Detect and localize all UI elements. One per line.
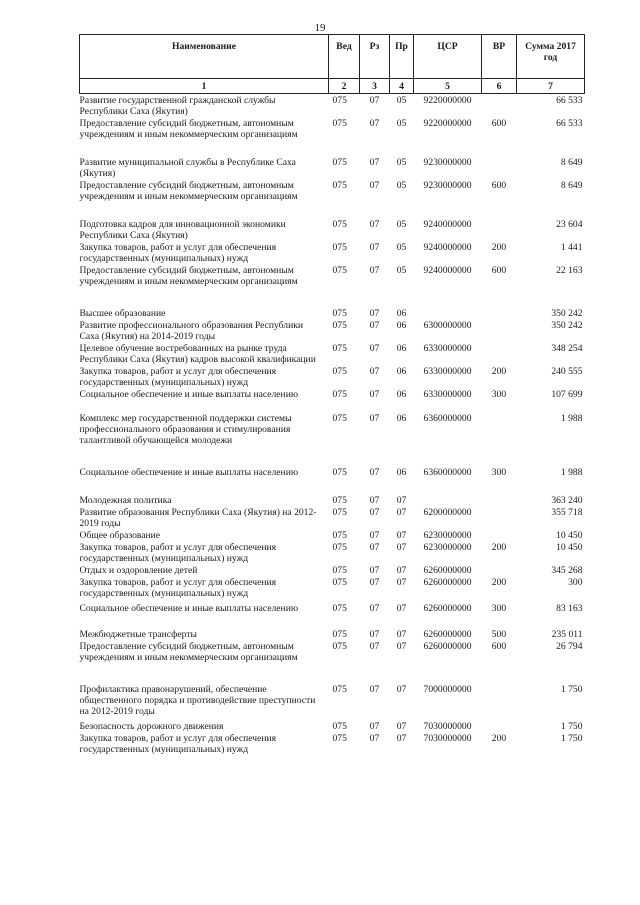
row-sum: 235 011 bbox=[551, 629, 583, 640]
row-sum: 1 988 bbox=[560, 413, 583, 424]
table-row bbox=[80, 365, 585, 388]
row-vr: 600 bbox=[491, 180, 507, 191]
row-ved: 075 bbox=[332, 308, 347, 319]
row-vr bbox=[482, 717, 517, 732]
row-pr: 07 bbox=[396, 733, 407, 744]
table-row bbox=[80, 179, 585, 202]
row-sum: 66 533 bbox=[556, 95, 583, 106]
row-vr: 300 bbox=[491, 603, 507, 614]
row-vr bbox=[482, 94, 517, 118]
row-pr: 07 bbox=[396, 721, 407, 732]
row-vr: 200 bbox=[491, 542, 507, 553]
row-sum: 66 533 bbox=[556, 118, 583, 129]
row-csr: 6360000000 bbox=[423, 413, 472, 424]
row-vr: 300 bbox=[491, 389, 507, 400]
row-ved: 075 bbox=[332, 389, 347, 400]
row-sum: 348 254 bbox=[551, 343, 583, 354]
row-name: Закупка товаров, работ и услуг для обеспечения государственных (муниципальных) нужд bbox=[79, 242, 277, 264]
row-vr bbox=[482, 529, 517, 541]
row-vr: 600 bbox=[491, 265, 507, 276]
row-csr: 9230000000 bbox=[423, 157, 472, 168]
row-rz: 07 bbox=[369, 366, 380, 377]
table-row bbox=[80, 732, 585, 755]
row-name: Социальное обеспечение и иные выплаты населению bbox=[79, 467, 298, 478]
row-rz: 07 bbox=[369, 343, 380, 354]
row-ved: 075 bbox=[332, 413, 347, 424]
column-number: 4 bbox=[390, 79, 414, 94]
budget-table bbox=[79, 34, 585, 755]
row-sum: 350 242 bbox=[551, 320, 583, 331]
table-row bbox=[80, 400, 585, 446]
row-sum: 26 794 bbox=[556, 641, 583, 652]
table-row bbox=[80, 140, 585, 179]
table-row bbox=[80, 287, 585, 319]
row-vr: 300 bbox=[491, 467, 507, 478]
row-rz: 07 bbox=[369, 180, 380, 191]
table-row bbox=[80, 599, 585, 614]
table-row bbox=[80, 202, 585, 241]
row-pr: 06 bbox=[396, 413, 407, 424]
row-ved: 075 bbox=[332, 577, 347, 588]
row-ved: 075 bbox=[332, 565, 347, 576]
row-rz: 07 bbox=[369, 565, 380, 576]
row-csr: 6360000000 bbox=[423, 467, 472, 478]
row-vr: 200 bbox=[491, 366, 507, 377]
row-ved: 075 bbox=[332, 95, 347, 106]
row-vr: 600 bbox=[491, 641, 507, 652]
row-vr bbox=[482, 506, 517, 529]
table-body bbox=[80, 94, 585, 756]
table-row bbox=[80, 717, 585, 732]
row-ved: 075 bbox=[332, 507, 347, 518]
row-rz: 07 bbox=[369, 118, 380, 129]
row-pr: 06 bbox=[396, 320, 407, 331]
row-name: Профилактика правонарушений, обеспечение общественного порядка и противодействие преступности на 2012-2019 годы bbox=[79, 684, 316, 717]
row-rz: 07 bbox=[369, 389, 380, 400]
row-csr: 9220000000 bbox=[423, 118, 472, 129]
row-csr: 9240000000 bbox=[423, 265, 472, 276]
row-ved: 075 bbox=[332, 467, 347, 478]
table-row bbox=[80, 117, 585, 140]
row-vr bbox=[482, 478, 517, 506]
row-name: Отдых и оздоровление детей bbox=[79, 565, 198, 576]
row-pr: 05 bbox=[396, 265, 407, 276]
table-row bbox=[80, 529, 585, 541]
row-sum: 8 649 bbox=[560, 180, 583, 191]
row-sum: 1 988 bbox=[560, 467, 583, 478]
table-row bbox=[80, 446, 585, 478]
row-pr: 05 bbox=[396, 219, 407, 230]
row-ved: 075 bbox=[332, 684, 347, 695]
row-pr: 06 bbox=[396, 366, 407, 377]
row-ved: 075 bbox=[332, 366, 347, 377]
row-csr bbox=[414, 287, 482, 319]
row-name: Развитие профессионального образования Республики Саха (Якутия) на 2014-2019 годы bbox=[79, 320, 304, 342]
row-ved: 075 bbox=[332, 530, 347, 541]
row-name: Подготовка кадров для инновационной экономики Республики Саха (Якутия) bbox=[79, 219, 286, 241]
row-pr: 07 bbox=[396, 684, 407, 695]
row-name: Закупка товаров, работ и услуг для обеспечения государственных (муниципальных) нужд bbox=[79, 366, 277, 388]
table-row bbox=[80, 264, 585, 287]
row-ved: 075 bbox=[332, 495, 347, 506]
row-sum: 355 718 bbox=[551, 507, 583, 518]
row-vr bbox=[482, 287, 517, 319]
table-row bbox=[80, 478, 585, 506]
row-name: Развитие образования Республики Саха (Якутия) на 2012-2019 годы bbox=[79, 507, 317, 529]
row-sum: 10 450 bbox=[556, 530, 583, 541]
row-name: Закупка товаров, работ и услуг для обеспечения государственных (муниципальных) нужд bbox=[79, 542, 277, 564]
table-row bbox=[80, 506, 585, 529]
row-ved: 075 bbox=[332, 265, 347, 276]
row-rz: 07 bbox=[369, 157, 380, 168]
row-rz: 07 bbox=[369, 219, 380, 230]
table-row bbox=[80, 241, 585, 264]
row-sum: 363 240 bbox=[551, 495, 583, 506]
row-name: Безопасность дорожного движения bbox=[79, 721, 224, 732]
row-name: Высшее образование bbox=[79, 308, 166, 319]
row-vr: 200 bbox=[491, 577, 507, 588]
row-csr: 6230000000 bbox=[423, 542, 472, 553]
row-sum: 23 604 bbox=[556, 219, 583, 230]
row-pr: 07 bbox=[396, 565, 407, 576]
row-rz: 07 bbox=[369, 530, 380, 541]
row-csr: 6330000000 bbox=[423, 366, 472, 377]
row-vr bbox=[482, 342, 517, 365]
row-csr bbox=[414, 478, 482, 506]
row-pr: 07 bbox=[396, 542, 407, 553]
header-sum: Сумма 2017 год bbox=[517, 35, 585, 79]
table-row bbox=[80, 663, 585, 717]
row-ved: 075 bbox=[332, 219, 347, 230]
row-rz: 07 bbox=[369, 320, 380, 331]
row-csr: 7030000000 bbox=[423, 721, 472, 732]
row-csr: 6330000000 bbox=[423, 343, 472, 354]
row-name: Комплекс мер государственной поддержки системы профессионального образования и стимулирования талантливой обучающейся молодежи bbox=[79, 413, 292, 446]
row-sum: 240 555 bbox=[551, 366, 583, 377]
table-row bbox=[80, 388, 585, 400]
header-pr: Пр bbox=[390, 35, 414, 79]
row-csr: 9240000000 bbox=[423, 242, 472, 253]
table-row bbox=[80, 576, 585, 599]
row-pr: 06 bbox=[396, 389, 407, 400]
row-pr: 06 bbox=[396, 467, 407, 478]
row-pr: 07 bbox=[396, 641, 407, 652]
row-rz: 07 bbox=[369, 308, 380, 319]
row-rz: 07 bbox=[369, 265, 380, 276]
row-name: Целевое обучение востребованных на рынке труда Республики Саха (Якутия) кадров высокой квалификации bbox=[79, 343, 316, 365]
column-number: 1 bbox=[80, 79, 329, 94]
row-vr bbox=[482, 400, 517, 446]
row-name: Закупка товаров, работ и услуг для обеспечения государственных (муниципальных) нужд bbox=[79, 733, 277, 755]
row-name: Предоставление субсидий бюджетным, автономным учреждениям и иным некоммерческим организациям bbox=[79, 180, 298, 202]
row-rz: 07 bbox=[369, 542, 380, 553]
page-number: 19 bbox=[314, 22, 326, 34]
row-ved: 075 bbox=[332, 641, 347, 652]
row-sum: 1 750 bbox=[560, 721, 583, 732]
row-vr bbox=[482, 319, 517, 342]
row-csr: 6260000000 bbox=[423, 577, 472, 588]
row-sum: 345 268 bbox=[551, 565, 583, 576]
column-number: 5 bbox=[414, 79, 482, 94]
header-csr: ЦСР bbox=[414, 35, 482, 79]
header-rz: Рз bbox=[360, 35, 390, 79]
row-name: Развитие муниципальной службы в Республике Саха (Якутия) bbox=[79, 157, 296, 179]
row-rz: 07 bbox=[369, 95, 380, 106]
row-ved: 075 bbox=[332, 542, 347, 553]
row-pr: 07 bbox=[396, 507, 407, 518]
row-ved: 075 bbox=[332, 242, 347, 253]
row-vr: 600 bbox=[491, 118, 507, 129]
row-csr: 6200000000 bbox=[423, 507, 472, 518]
table-row bbox=[80, 94, 585, 118]
table-row bbox=[80, 342, 585, 365]
row-name: Общее образование bbox=[79, 530, 161, 541]
row-pr: 06 bbox=[396, 308, 407, 319]
row-rz: 07 bbox=[369, 684, 380, 695]
row-rz: 07 bbox=[369, 495, 380, 506]
row-csr: 6260000000 bbox=[423, 565, 472, 576]
row-csr: 6330000000 bbox=[423, 389, 472, 400]
row-rz: 07 bbox=[369, 467, 380, 478]
row-csr: 7030000000 bbox=[423, 733, 472, 744]
row-sum: 8 649 bbox=[560, 157, 583, 168]
row-csr: 9240000000 bbox=[423, 219, 472, 230]
header-row bbox=[80, 35, 585, 79]
row-ved: 075 bbox=[332, 629, 347, 640]
row-csr: 9230000000 bbox=[423, 180, 472, 191]
row-name: Социальное обеспечение и иные выплаты населению bbox=[79, 389, 298, 400]
row-pr: 05 bbox=[396, 118, 407, 129]
column-number: 7 bbox=[517, 79, 585, 94]
row-csr: 6260000000 bbox=[423, 603, 472, 614]
column-number: 6 bbox=[482, 79, 517, 94]
row-sum: 22 163 bbox=[556, 265, 583, 276]
row-ved: 075 bbox=[332, 180, 347, 191]
row-pr: 07 bbox=[396, 530, 407, 541]
row-rz: 07 bbox=[369, 733, 380, 744]
row-rz: 07 bbox=[369, 629, 380, 640]
row-vr bbox=[482, 140, 517, 179]
row-name: Межбюджетные трансферты bbox=[79, 629, 197, 640]
row-name: Закупка товаров, работ и услуг для обеспечения государственных (муниципальных) нужд bbox=[79, 577, 277, 599]
row-vr: 200 bbox=[491, 733, 507, 744]
row-name: Развитие государственной гражданской службы Республики Саха (Якутия) bbox=[79, 95, 276, 117]
budget-table-container bbox=[79, 34, 584, 755]
row-csr: 7000000000 bbox=[423, 684, 472, 695]
row-sum: 10 450 bbox=[556, 542, 583, 553]
row-ved: 075 bbox=[332, 733, 347, 744]
row-vr bbox=[482, 564, 517, 576]
row-sum: 1 750 bbox=[560, 684, 583, 695]
header-ved: Вед bbox=[329, 35, 360, 79]
row-pr: 05 bbox=[396, 95, 407, 106]
row-pr: 07 bbox=[396, 629, 407, 640]
header-name: Наименование bbox=[80, 35, 329, 79]
row-csr: 6260000000 bbox=[423, 641, 472, 652]
row-rz: 07 bbox=[369, 577, 380, 588]
table-row bbox=[80, 640, 585, 663]
row-rz: 07 bbox=[369, 721, 380, 732]
row-csr: 6300000000 bbox=[423, 320, 472, 331]
column-number: 3 bbox=[360, 79, 390, 94]
header-vr: ВР bbox=[482, 35, 517, 79]
row-pr: 05 bbox=[396, 157, 407, 168]
row-ved: 075 bbox=[332, 603, 347, 614]
row-ved: 075 bbox=[332, 320, 347, 331]
row-ved: 075 bbox=[332, 157, 347, 168]
row-vr: 500 bbox=[491, 629, 507, 640]
row-sum: 1 750 bbox=[560, 733, 583, 744]
row-ved: 075 bbox=[332, 118, 347, 129]
row-sum: 300 bbox=[568, 577, 583, 588]
row-name: Предоставление субсидий бюджетным, автономным учреждениям и иным некоммерческим организациям bbox=[79, 265, 298, 287]
row-rz: 07 bbox=[369, 507, 380, 518]
row-ved: 075 bbox=[332, 721, 347, 732]
row-pr: 07 bbox=[396, 577, 407, 588]
row-ved: 075 bbox=[332, 343, 347, 354]
row-pr: 05 bbox=[396, 180, 407, 191]
table-row bbox=[80, 614, 585, 640]
column-number-row bbox=[80, 79, 585, 94]
row-name: Предоставление субсидий бюджетным, автономным учреждениям и иным некоммерческим организациям bbox=[79, 641, 298, 663]
table-row bbox=[80, 564, 585, 576]
row-vr: 200 bbox=[491, 242, 507, 253]
row-csr: 6230000000 bbox=[423, 530, 472, 541]
row-sum: 107 699 bbox=[551, 389, 583, 400]
column-number: 2 bbox=[329, 79, 360, 94]
row-name: Предоставление субсидий бюджетным, автономным учреждениям и иным некоммерческим организациям bbox=[79, 118, 298, 140]
row-pr: 05 bbox=[396, 242, 407, 253]
row-vr bbox=[482, 202, 517, 241]
row-rz: 07 bbox=[369, 242, 380, 253]
row-csr: 9220000000 bbox=[423, 95, 472, 106]
row-csr: 6260000000 bbox=[423, 629, 472, 640]
table-row bbox=[80, 541, 585, 564]
row-name: Молодежная политика bbox=[79, 495, 172, 506]
row-pr: 06 bbox=[396, 343, 407, 354]
row-rz: 07 bbox=[369, 413, 380, 424]
row-pr: 07 bbox=[396, 495, 407, 506]
row-sum: 1 441 bbox=[560, 242, 583, 253]
row-sum: 350 242 bbox=[551, 308, 583, 319]
row-rz: 07 bbox=[369, 641, 380, 652]
row-name: Социальное обеспечение и иные выплаты населению bbox=[79, 603, 298, 614]
table-row bbox=[80, 319, 585, 342]
row-pr: 07 bbox=[396, 603, 407, 614]
row-sum: 83 163 bbox=[556, 603, 583, 614]
row-rz: 07 bbox=[369, 603, 380, 614]
row-vr bbox=[482, 663, 517, 717]
